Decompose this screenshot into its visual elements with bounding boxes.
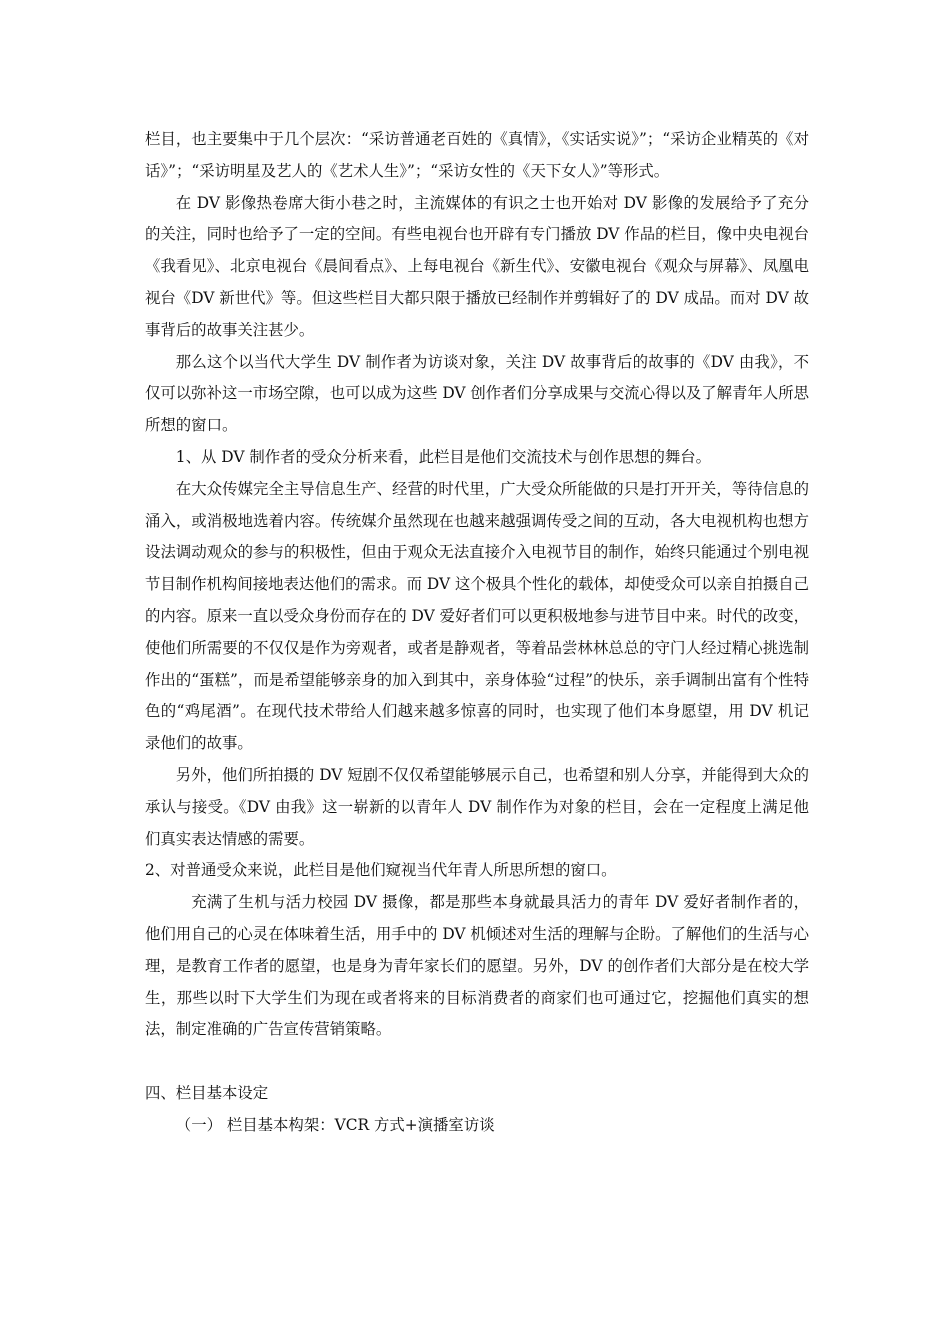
document-body — [145, 124, 809, 1142]
paragraph-column-forms: 栏目，也主要集中于几个层次：“采访普通老百姓的《真情》，《实话实说》”；“采访企业精英的《对话》”；“采访明星及艺人的《艺术人生》”；“采访女性的《天下女人》”等形式。 — [145, 130, 809, 180]
section-heading-four: 四、栏目基本设定 — [145, 1083, 269, 1102]
heading-point-2: 2、对普通受众来说，此栏目是他们窥视当代年青人所思所想的窗口。 — [145, 861, 617, 880]
subsection-heading-one: （一） 栏目基本构架：VCR 方式+演播室访谈 — [175, 1115, 495, 1134]
paragraph-mainstream-media: 在 DV 影像热卷席大街小巷之时，主流媒体的有识之士也开始对 DV 影像的发展给予了充分的关注，同时也给予了一定的空间。有些电视台也开辟有专门播放 DV 作品的栏目，像中央电视台《我看见》、北京电视台《晨间看点》、上每电视台《新生代》、安徽电视台《观众与屏幕》、凤凰电视台《DV 新世代》等。但这些栏目大都只限于播放已经制作并剪辑好了的 DV 成品。而对 DV 故事背后的故事关注甚少。 — [145, 193, 809, 339]
paragraph-campus-dv: 充满了生机与活力校园 DV 摄像，都是那些本身就最具活力的青年 DV 爱好者制作者的，他们用自己的心灵在体味着生活，用手中的 DV 机倾述对生活的理解与企盼。了解他们的生活与心理，是教育工作者的愿望，也是身为青年家长们的愿望。另外，DV 的创作者们大部分是在校大学生，那些以时下大学生们为现在或者将来的目标消费者的商家们也可通过它，挖掘他们真实的想法，制定准确的广告宣传营销策略。 — [145, 893, 809, 1039]
heading-point-1: 1、从 DV 制作者的受众分析来看，此栏目是他们交流技术与创作思想的舞台。 — [175, 447, 712, 466]
paragraph-sharing-dv: 另外，他们所拍摄的 DV 短剧不仅仅希望能够展示自己，也希望和别人分享，并能得到大众的承认与接受。《DV 由我》这一崭新的以青年人 DV 制作作为对象的栏目，会在一定程度上满足他们真实表达情感的需要。 — [145, 765, 809, 848]
blank-line — [145, 1046, 809, 1078]
paragraph-dv-youwo-value: 那么这个以当代大学生 DV 制作者为访谈对象，关注 DV 故事背后的故事的《DV 由我》，不仅可以弥补这一市场空隙，也可以成为这些 DV 创作者们分享成果与交流心得以及了解青年人所思所想的窗口。 — [145, 352, 809, 435]
paragraph-mass-media-era: 在大众传媒完全主导信息生产、经营的时代里，广大受众所能做的只是打开开关，等待信息的涌入，或消极地选着内容。传统媒介虽然现在也越来越强调传受之间的互动，各大电视机构也想方设法调动观众的参与的积极性，但由于观众无法直接介入电视节目的制作，始终只能通过个别电视节目制作机构间接地表达他们的需求。而 DV 这个极具个性化的载体，却使受众可以亲自拍摄自己的内容。原来一直以受众身份而存在的 DV 爱好者们可以更积极地参与进节目中来。时代的改变，使他们所需要的不仅仅是作为旁观者，或者是静观者，等着品尝林林总总的守门人经过精心挑选制作出的“蛋糕”，而是希望能够亲身的加入到其中，亲身体验“过程”的快乐，亲手调制出富有个性特色的“鸡尾酒”。在现代技术带给人们越来越多惊喜的同时，也实现了他们本身愿望，用 DV 机记录他们的故事。 — [145, 479, 809, 753]
